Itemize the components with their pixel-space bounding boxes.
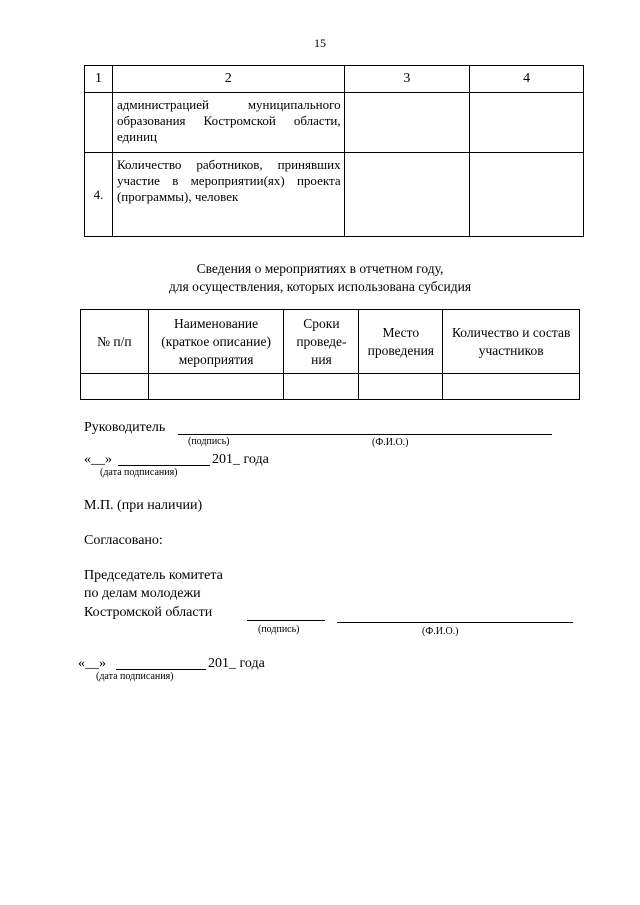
date-year: 201_ года: [212, 452, 269, 467]
indicators-table: [84, 65, 584, 237]
row-text: Количество работников, принявших участие в мероприятии(ях) проекта (программы), человек: [112, 153, 344, 237]
header-cell: 3: [344, 66, 470, 93]
date-caption: (дата подписания): [96, 671, 174, 682]
empty-cell: [443, 374, 580, 400]
header-cell: Наименование (краткое описание) мероприятия: [148, 310, 284, 374]
header-cell: 1: [85, 66, 113, 93]
empty-cell: [148, 374, 284, 400]
empty-cell: [344, 153, 470, 237]
agreed-label: Согласовано:: [84, 533, 163, 548]
empty-cell: [81, 374, 149, 400]
empty-cell: [470, 153, 584, 237]
empty-cell: [344, 93, 470, 153]
events-caption-line2: для осуществления, которых использована субсидия: [168, 279, 472, 294]
header-cell: 2: [112, 66, 344, 93]
fio-caption: (Ф.И.О.): [422, 626, 459, 637]
date-line: [118, 465, 210, 466]
events-table: [80, 309, 580, 400]
chairman-line1: Председатель комитета: [84, 568, 223, 583]
chairman-line3: Костромской области: [84, 605, 213, 620]
date-caption: (дата подписания): [100, 467, 178, 478]
date-quote: «__»: [78, 656, 106, 671]
empty-cell: [470, 93, 584, 153]
row-text: администрацией муниципального образования Костромской области, единиц: [112, 93, 344, 153]
header-cell: Количество и состав участников: [443, 310, 580, 374]
fio-line: [337, 622, 573, 623]
table-header-row: [85, 66, 584, 93]
signature-line: [247, 620, 325, 621]
table-row: [81, 374, 580, 400]
table-row: [85, 93, 584, 153]
events-caption-line1: Сведения о мероприятиях в отчетном году,: [196, 261, 444, 276]
table-header-row: [81, 310, 580, 374]
header-cell: № п/п: [81, 310, 149, 374]
page-number: 15: [314, 36, 326, 50]
header-cell: Место проведения: [359, 310, 443, 374]
date-year: 201_ года: [208, 656, 265, 671]
row-number: [85, 93, 113, 153]
row-number: 4.: [85, 153, 113, 237]
head-label: Руководитель: [84, 420, 166, 435]
date-quote: «__»: [84, 452, 112, 467]
date-line: [116, 669, 206, 670]
signature-caption: (подпись): [188, 436, 230, 447]
table-row: [85, 153, 584, 237]
header-cell: Сроки проведе-ния: [284, 310, 359, 374]
chairman-line2: по делам молодежи: [84, 586, 201, 601]
header-cell: 4: [470, 66, 584, 93]
empty-cell: [359, 374, 443, 400]
fio-caption: (Ф.И.О.): [372, 437, 409, 448]
signature-caption: (подпись): [258, 624, 300, 635]
stamp-note: М.П. (при наличии): [84, 498, 203, 513]
empty-cell: [284, 374, 359, 400]
signature-line: [178, 434, 552, 435]
